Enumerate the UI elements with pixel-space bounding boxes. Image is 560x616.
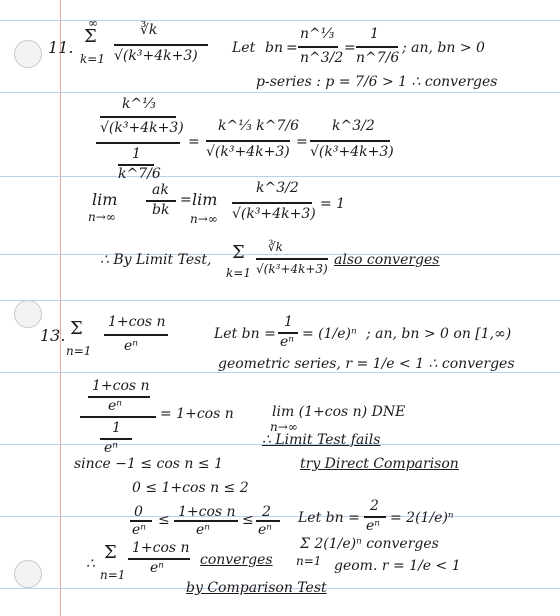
limit-test-fails: ∴ Limit Test fails xyxy=(262,432,381,448)
bn-label: bn xyxy=(265,40,283,56)
lim-subscript: n→∞ xyxy=(88,210,116,224)
conclusion-denominator: √(k³+4k+3) xyxy=(256,262,328,276)
sum2-subscript: n=1 xyxy=(296,554,322,568)
ineq3-lhs-den: eⁿ xyxy=(132,522,146,538)
conclusion-numerator: ∛k xyxy=(268,240,283,254)
series-denominator: eⁿ xyxy=(124,338,138,354)
step-result-numerator: k^3/2 xyxy=(332,118,375,134)
step-result-denominator: √(k³+4k+3) xyxy=(310,144,394,160)
bn-denominator: eⁿ xyxy=(280,334,294,350)
let-bn2-label: Let bn = xyxy=(298,510,360,526)
lim-label-2: lim xyxy=(192,190,218,209)
bk-label: bk xyxy=(152,202,170,218)
final-numerator: 1+cos n xyxy=(132,540,190,556)
binder-hole xyxy=(14,40,42,68)
ratio-bottom-denominator: eⁿ xyxy=(104,440,118,456)
sigma-symbol: Σ xyxy=(232,242,245,263)
step-denominator-bottom: k^7/6 xyxy=(118,166,161,182)
ineq3-mid: 1+cos n xyxy=(178,504,236,520)
conclusion-prefix: ∴ By Limit Test, xyxy=(100,252,212,268)
problem-number: 11. xyxy=(48,38,74,57)
bn-simplified-numerator: 1 xyxy=(370,26,379,42)
sigma-symbol: Σ xyxy=(84,26,97,47)
ratio-top-numerator: 1+cos n xyxy=(92,378,150,394)
final-sigma-lower: n=1 xyxy=(100,568,126,582)
ineq3-lhs: 0 xyxy=(134,504,143,520)
final-converges: converges xyxy=(200,552,273,568)
bn-simplified-denominator: n^7/6 xyxy=(356,50,400,66)
final-comparison-test: by Comparison Test xyxy=(186,580,327,596)
lim-denominator: √(k³+4k+3) xyxy=(232,206,316,222)
since-bounds: since −1 ≤ cos n ≤ 1 xyxy=(74,456,223,472)
bn-numerator: n^⅓ xyxy=(300,26,335,42)
let-bn-label: Let bn = xyxy=(214,326,276,342)
binder-hole xyxy=(14,300,42,328)
step-mid-numerator: k^⅓ k^7/6 xyxy=(218,118,299,134)
sigma-lower-limit: n=1 xyxy=(66,344,92,358)
inequality-2: 0 ≤ 1+cos n ≤ 2 xyxy=(132,480,249,496)
lim-subscript-2: n→∞ xyxy=(190,212,218,226)
binder-hole xyxy=(14,560,42,588)
problem-number: 13. xyxy=(40,326,66,345)
geometric-note-2: geom. r = 1/e < 1 xyxy=(334,558,461,574)
ratio-top-denominator: eⁿ xyxy=(108,398,122,414)
series-numerator: ∛k xyxy=(140,22,158,38)
sigma-symbol: Σ xyxy=(104,542,117,563)
sigma-lower-limit: k=1 xyxy=(80,52,105,66)
ak-label: ak xyxy=(152,182,169,198)
ineq3-rhs-den: eⁿ xyxy=(258,522,272,538)
sum2-converges: Σ 2(1/e)ⁿ converges xyxy=(300,536,439,552)
lim-label: lim xyxy=(92,190,118,209)
bn2-numerator: 2 xyxy=(370,498,379,514)
bn2-alternate: = 2(1/e)ⁿ xyxy=(390,510,454,526)
geometric-series-note: geometric series, r = 1/e < 1 ∴ converges xyxy=(218,356,515,372)
bn-alternate: = (1/e)ⁿ xyxy=(302,326,357,342)
try-direct-comparison: try Direct Comparison xyxy=(300,456,459,472)
step-numerator-bottom: √(k³+4k+3) xyxy=(100,120,184,136)
step-denominator-top: 1 xyxy=(132,146,141,162)
conclusion-sigma-lower: k=1 xyxy=(226,266,251,280)
lim-result: = 1 xyxy=(320,196,346,212)
therefore-symbol: ∴ xyxy=(86,556,95,572)
bn-denominator: n^3/2 xyxy=(300,50,344,66)
series-denominator: √(k³+4k+3) xyxy=(114,48,198,64)
bn-numerator: 1 xyxy=(284,314,293,330)
conclusion-suffix: also converges xyxy=(334,252,440,268)
limit-subscript: n→∞ xyxy=(270,420,298,434)
limit-expression: lim (1+cos n) DNE xyxy=(272,404,406,420)
bn2-denominator: eⁿ xyxy=(366,518,380,534)
step-mid-denominator: √(k³+4k+3) xyxy=(206,144,290,160)
sigma-symbol: Σ xyxy=(70,318,83,339)
sigma-upper-limit: ∞ xyxy=(88,16,98,30)
positivity-condition: ; an, bn > 0 xyxy=(402,40,485,56)
let-label: Let xyxy=(232,40,256,56)
ratio-bottom-numerator: 1 xyxy=(112,420,121,436)
final-denominator: eⁿ xyxy=(150,560,164,576)
step-numerator-top: k^⅓ xyxy=(122,96,156,112)
p-series-note: p-series : p = 7/6 > 1 ∴ converges xyxy=(256,74,498,90)
ineq3-rhs: 2 xyxy=(262,504,271,520)
series-numerator: 1+cos n xyxy=(108,314,166,330)
ratio-result: = 1+cos n xyxy=(160,406,234,422)
lim-numerator: k^3/2 xyxy=(256,180,299,196)
positivity-condition: ; an, bn > 0 on [1,∞) xyxy=(366,326,512,342)
ineq3-mid-den: eⁿ xyxy=(196,522,210,538)
notebook-page: 11. ∞ Σ k=1 ∛k √(k³+4k+3) Let bn = n^⅓ n^3/2 = 1 n^7/6 ; an, bn > 0 p-series : p = 7/6 > 1 ∴ converges k^⅓ √(k³+4k+3) 1 k^7/6 = k^⅓ k^7/6 √(k³+4k+3) = k^3/2 √(k³+4k+3) lim n→∞ ak bk = lim n→∞ k^3/2 √(k³+4k+3) = 1 ∴ By Limit Test, Σ k=1 ∛k √(k³+4k+3) also converges 13. Σ n=1 1+cos n eⁿ Let bn = 1 eⁿ = (1/e)ⁿ ; an, bn > 0 on [1,∞) geometric series, r = 1/e < 1 ∴ converges 1+cos n eⁿ 1 eⁿ = 1+cos n lim (1+cos n) DNE n→∞ ∴ Limit Test fails since −1 ≤ cos n ≤ 1 try Direct Comparison 0 ≤ 1+cos n ≤ 2 0 eⁿ ≤ 1+cos n eⁿ ≤ 2 eⁿ Let bn = 2 eⁿ = 2(1/e)ⁿ Σ 2(1/e)ⁿ converges n=1 geom. r = 1/e < 1 ∴ Σ n=1 1+cos n eⁿ converges by Comparison Test xyxy=(0,0,560,616)
